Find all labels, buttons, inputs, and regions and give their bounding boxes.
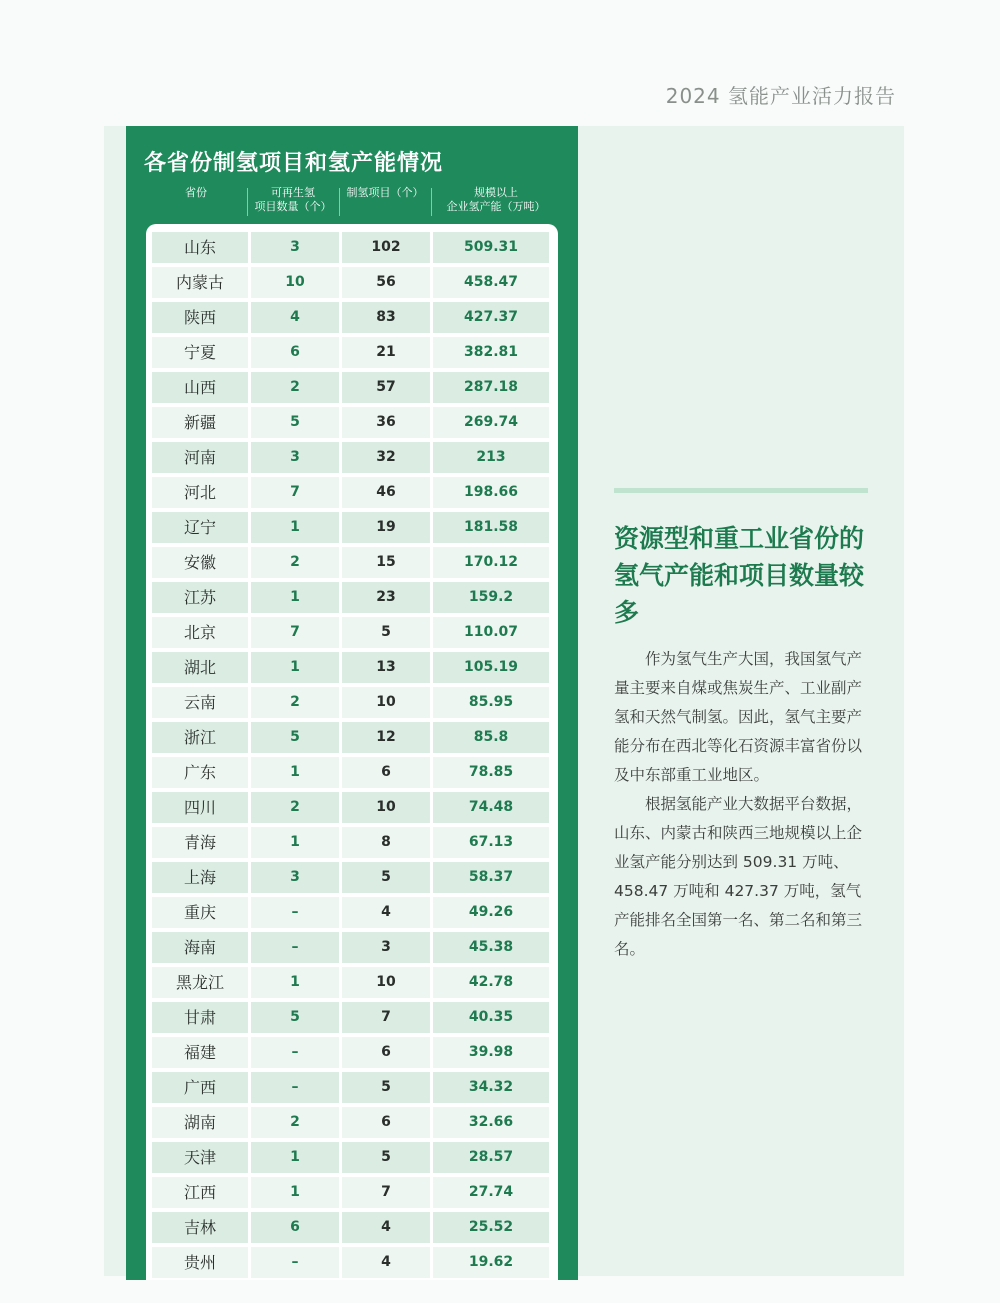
table-row xyxy=(152,1177,552,1208)
cell-province: 辽宁 xyxy=(152,512,248,543)
column-header-renewable: 可再生氢 项目数量（个） xyxy=(254,186,332,213)
cell-capacity: 45.38 xyxy=(433,932,549,963)
table-row xyxy=(152,547,552,578)
cell-capacity: 67.13 xyxy=(433,827,549,858)
cell-project-count: 5 xyxy=(342,1072,430,1103)
cell-renewable-count: 1 xyxy=(251,1177,339,1208)
cell-capacity: 42.78 xyxy=(433,967,549,998)
table-row xyxy=(152,757,552,788)
cell-renewable-count: 1 xyxy=(251,512,339,543)
table-row xyxy=(152,372,552,403)
cell-renewable-count: – xyxy=(251,1037,339,1068)
cell-capacity: 427.37 xyxy=(433,302,549,333)
cell-province: 云南 xyxy=(152,687,248,718)
cell-province: 浙江 xyxy=(152,722,248,753)
cell-renewable-count: – xyxy=(251,897,339,928)
cell-project-count: 32 xyxy=(342,442,430,473)
cell-province: 海南 xyxy=(152,932,248,963)
cell-capacity: 32.66 xyxy=(433,1107,549,1138)
cell-renewable-count: 7 xyxy=(251,477,339,508)
cell-province: 甘肃 xyxy=(152,1002,248,1033)
table-row xyxy=(152,827,552,858)
cell-province: 山西 xyxy=(152,372,248,403)
cell-province: 重庆 xyxy=(152,897,248,928)
cell-capacity: 27.74 xyxy=(433,1177,549,1208)
cell-project-count: 12 xyxy=(342,722,430,753)
cell-capacity: 85.95 xyxy=(433,687,549,718)
cell-renewable-count: 1 xyxy=(251,757,339,788)
cell-renewable-count: 2 xyxy=(251,687,339,718)
cell-renewable-count: 2 xyxy=(251,372,339,403)
cell-project-count: 36 xyxy=(342,407,430,438)
cell-province: 黑龙江 xyxy=(152,967,248,998)
cell-capacity: 19.62 xyxy=(433,1247,549,1278)
table-row xyxy=(152,1002,552,1033)
cell-renewable-count: 3 xyxy=(251,862,339,893)
cell-project-count: 5 xyxy=(342,617,430,648)
cell-renewable-count: 2 xyxy=(251,547,339,578)
cell-province: 新疆 xyxy=(152,407,248,438)
cell-project-count: 102 xyxy=(342,232,430,263)
table-row xyxy=(152,1247,552,1278)
cell-province: 河北 xyxy=(152,477,248,508)
cell-renewable-count: 1 xyxy=(251,1142,339,1173)
running-header: 2024 氢能产业活力报告 xyxy=(665,84,896,108)
cell-capacity: 110.07 xyxy=(433,617,549,648)
cell-project-count: 21 xyxy=(342,337,430,368)
cell-capacity: 28.57 xyxy=(433,1142,549,1173)
cell-province: 河南 xyxy=(152,442,248,473)
cell-capacity: 39.98 xyxy=(433,1037,549,1068)
table-row xyxy=(152,967,552,998)
table-panel xyxy=(126,126,578,1280)
cell-project-count: 57 xyxy=(342,372,430,403)
cell-capacity: 25.52 xyxy=(433,1212,549,1243)
cell-renewable-count: 1 xyxy=(251,652,339,683)
cell-province: 广东 xyxy=(152,757,248,788)
table-row xyxy=(152,862,552,893)
cell-renewable-count: 7 xyxy=(251,617,339,648)
table-row xyxy=(152,407,552,438)
cell-province: 湖北 xyxy=(152,652,248,683)
cell-capacity: 509.31 xyxy=(433,232,549,263)
cell-capacity: 269.74 xyxy=(433,407,549,438)
column-header-capacity: 规模以上 企业氢产能（万吨） xyxy=(446,186,546,213)
table-row xyxy=(152,617,552,648)
cell-capacity: 49.26 xyxy=(433,897,549,928)
cell-renewable-count: 2 xyxy=(251,1107,339,1138)
table-row xyxy=(152,1212,552,1243)
table-row xyxy=(152,687,552,718)
cell-project-count: 19 xyxy=(342,512,430,543)
cell-renewable-count: 10 xyxy=(251,267,339,298)
cell-province: 安徽 xyxy=(152,547,248,578)
cell-renewable-count: 3 xyxy=(251,442,339,473)
cell-renewable-count: 3 xyxy=(251,232,339,263)
cell-capacity: 458.47 xyxy=(433,267,549,298)
cell-capacity: 34.32 xyxy=(433,1072,549,1103)
cell-renewable-count: 2 xyxy=(251,792,339,823)
cell-province: 天津 xyxy=(152,1142,248,1173)
cell-project-count: 10 xyxy=(342,967,430,998)
cell-province: 内蒙古 xyxy=(152,267,248,298)
cell-capacity: 78.85 xyxy=(433,757,549,788)
table-row xyxy=(152,1072,552,1103)
table-row xyxy=(152,722,552,753)
cell-province: 贵州 xyxy=(152,1247,248,1278)
cell-capacity: 58.37 xyxy=(433,862,549,893)
table-row xyxy=(152,512,552,543)
table-row xyxy=(152,337,552,368)
cell-province: 陕西 xyxy=(152,302,248,333)
cell-province: 湖南 xyxy=(152,1107,248,1138)
cell-capacity: 287.18 xyxy=(433,372,549,403)
cell-project-count: 5 xyxy=(342,1142,430,1173)
table-row xyxy=(152,932,552,963)
cell-project-count: 6 xyxy=(342,1037,430,1068)
cell-province: 福建 xyxy=(152,1037,248,1068)
cell-project-count: 4 xyxy=(342,1212,430,1243)
cell-renewable-count: 1 xyxy=(251,827,339,858)
sidebar-rule xyxy=(614,488,868,493)
cell-project-count: 10 xyxy=(342,792,430,823)
table-row xyxy=(152,792,552,823)
table-row xyxy=(152,302,552,333)
cell-project-count: 10 xyxy=(342,687,430,718)
cell-renewable-count: 6 xyxy=(251,337,339,368)
cell-renewable-count: 1 xyxy=(251,582,339,613)
table-row xyxy=(152,1037,552,1068)
cell-capacity: 181.58 xyxy=(433,512,549,543)
table-row xyxy=(152,1107,552,1138)
sidebar-body xyxy=(614,645,870,964)
cell-project-count: 5 xyxy=(342,862,430,893)
sidebar-paragraph: 根据氢能产业大数据平台数据，山东、内蒙古和陕西三地规模以上企业氢产能分别达到 509.31 万吨、458.47 万吨和 427.37 万吨，氢气产能排名全国第一名、第二名和第三名。 xyxy=(614,795,863,958)
data-table xyxy=(146,224,558,1280)
cell-renewable-count: 6 xyxy=(251,1212,339,1243)
cell-province: 宁夏 xyxy=(152,337,248,368)
cell-capacity: 170.12 xyxy=(433,547,549,578)
cell-project-count: 6 xyxy=(342,757,430,788)
cell-renewable-count: 5 xyxy=(251,407,339,438)
cell-project-count: 3 xyxy=(342,932,430,963)
cell-project-count: 6 xyxy=(342,1107,430,1138)
cell-project-count: 4 xyxy=(342,1247,430,1278)
column-header-projects: 制氢项目（个） xyxy=(346,186,424,199)
cell-project-count: 23 xyxy=(342,582,430,613)
cell-capacity: 74.48 xyxy=(433,792,549,823)
cell-province: 青海 xyxy=(152,827,248,858)
table-title: 各省份制氢项目和氢产能情况 xyxy=(144,151,444,176)
table-row xyxy=(152,897,552,928)
cell-renewable-count: 5 xyxy=(251,1002,339,1033)
cell-province: 江西 xyxy=(152,1177,248,1208)
cell-project-count: 46 xyxy=(342,477,430,508)
cell-project-count: 4 xyxy=(342,897,430,928)
cell-project-count: 8 xyxy=(342,827,430,858)
table-row xyxy=(152,652,552,683)
cell-province: 山东 xyxy=(152,232,248,263)
cell-renewable-count: 5 xyxy=(251,722,339,753)
cell-project-count: 13 xyxy=(342,652,430,683)
cell-renewable-count: – xyxy=(251,932,339,963)
cell-renewable-count: – xyxy=(251,1247,339,1278)
cell-project-count: 56 xyxy=(342,267,430,298)
cell-capacity: 382.81 xyxy=(433,337,549,368)
cell-province: 广西 xyxy=(152,1072,248,1103)
table-row xyxy=(152,1142,552,1173)
sidebar-paragraph: 作为氢气生产大国，我国氢气产量主要来自煤或焦炭生产、工业副产氢和天然气制氢。因此，氢气主要产能分布在西北等化石资源丰富省份以及中东部重工业地区。 xyxy=(614,650,863,784)
cell-renewable-count: 1 xyxy=(251,967,339,998)
cell-province: 四川 xyxy=(152,792,248,823)
cell-renewable-count: – xyxy=(251,1072,339,1103)
table-row xyxy=(152,477,552,508)
table-row xyxy=(152,582,552,613)
table-row xyxy=(152,442,552,473)
cell-project-count: 83 xyxy=(342,302,430,333)
table-row xyxy=(152,232,552,263)
cell-capacity: 213 xyxy=(433,442,549,473)
column-header-province: 省份 xyxy=(185,186,207,199)
table-row xyxy=(152,267,552,298)
sidebar-heading: 资源型和重工业省份的氢气产能和项目数量较多 xyxy=(614,524,865,627)
cell-project-count: 7 xyxy=(342,1002,430,1033)
cell-project-count: 7 xyxy=(342,1177,430,1208)
cell-capacity: 159.2 xyxy=(433,582,549,613)
cell-capacity: 198.66 xyxy=(433,477,549,508)
cell-capacity: 40.35 xyxy=(433,1002,549,1033)
cell-capacity: 85.8 xyxy=(433,722,549,753)
cell-province: 北京 xyxy=(152,617,248,648)
cell-province: 上海 xyxy=(152,862,248,893)
cell-capacity: 105.19 xyxy=(433,652,549,683)
cell-province: 吉林 xyxy=(152,1212,248,1243)
cell-project-count: 15 xyxy=(342,547,430,578)
cell-province: 江苏 xyxy=(152,582,248,613)
cell-renewable-count: 4 xyxy=(251,302,339,333)
